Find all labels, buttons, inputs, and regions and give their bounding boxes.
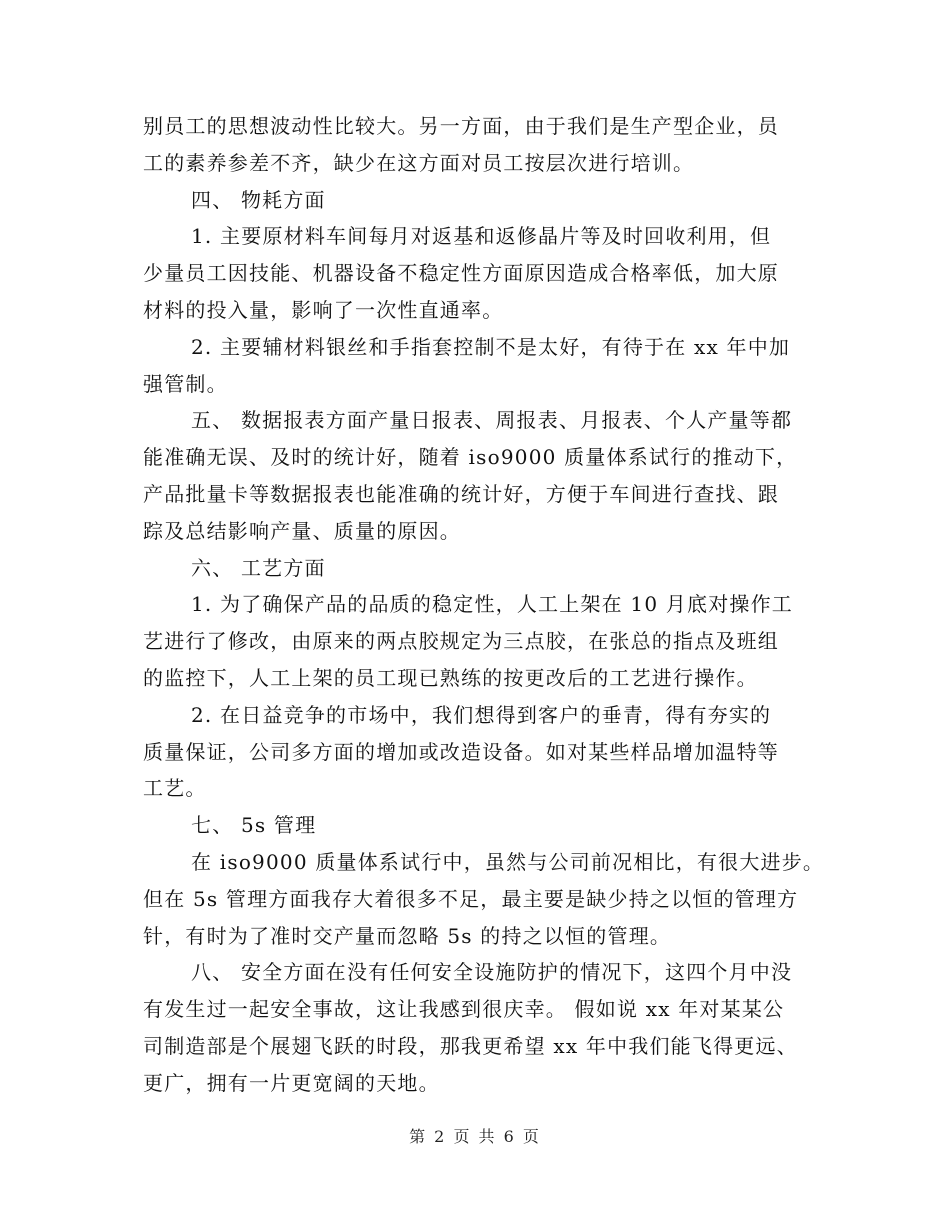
- text-line: 2. 主要辅材料银丝和手指套控制不是太好，有待于在 xx 年中加: [191, 334, 791, 359]
- text-line: 有发生过一起安全事故，这让我感到很庆幸。 假如说 xx 年对某某公: [143, 997, 785, 1022]
- text-line: 工艺。: [143, 776, 207, 801]
- text-line: 五、 数据报表方面产量日报表、周报表、月报表、个人产量等都: [191, 408, 793, 433]
- text-line: 六、 工艺方面: [191, 555, 326, 580]
- text-line: 强管制。: [143, 371, 228, 396]
- text-line: 四、 物耗方面: [191, 187, 326, 212]
- text-line: 艺进行了修改，由原来的两点胶规定为三点胶，在张总的指点及班组: [143, 629, 779, 654]
- text-line: 2. 在日益竞争的市场中，我们想得到客户的垂青，得有夯实的: [191, 702, 772, 727]
- text-line: 七、 5s 管理: [191, 813, 317, 838]
- text-line: 工的素养参差不齐，缺少在这方面对员工按层次进行培训。: [143, 150, 695, 175]
- text-line: 但在 5s 管理方面我存大着很多不足，最主要是缺少持之以恒的管理方: [143, 886, 799, 911]
- text-line: 少量员工因技能、机器设备不稳定性方面原因造成合格率低，加大原: [143, 261, 779, 286]
- text-line: 质量保证，公司多方面的增加或改造设备。如对某些样品增加温特等: [143, 739, 779, 764]
- text-line: 针，有时为了准时交产量而忽略 5s 的持之以恒的管理。: [143, 923, 672, 948]
- text-line: 1. 主要原材料车间每月对返基和返修晶片等及时回收利用，但: [191, 224, 772, 249]
- text-line: 踪及总结影响产量、质量的原因。: [143, 518, 461, 543]
- text-line: 司制造部是个展翅飞跃的时段，那我更希望 xx 年中我们能飞得更远、: [143, 1033, 798, 1058]
- text-line: 能准确无误、及时的统计好，随着 iso9000 质量体系试行的推动下，: [143, 445, 798, 470]
- text-line: 八、 安全方面在没有任何安全设施防护的情况下，这四个月中没: [191, 960, 793, 985]
- text-line: 的监控下，人工上架的员工现已熟练的按更改后的工艺进行操作。: [143, 665, 758, 690]
- page-number-footer: 第 2 页 共 6 页: [409, 1127, 541, 1146]
- text-line: 1. 为了确保产品的品质的稳定性，人工上架在 10 月底对操作工: [191, 592, 794, 617]
- text-line: 在 iso9000 质量体系试行中，虽然与公司前况相比，有很大进步。: [191, 849, 825, 874]
- text-line: 产品批量卡等数据报表也能准确的统计好，方便于车间进行查找、跟: [143, 481, 779, 506]
- text-line: 更广，拥有一片更宽阔的天地。: [143, 1070, 440, 1095]
- document-body: [143, 108, 825, 1102]
- text-line: 材料的投入量，影响了一次性直通率。: [143, 297, 504, 322]
- text-line: 别员工的思想波动性比较大。另一方面，由于我们是生产型企业，员: [143, 114, 779, 138]
